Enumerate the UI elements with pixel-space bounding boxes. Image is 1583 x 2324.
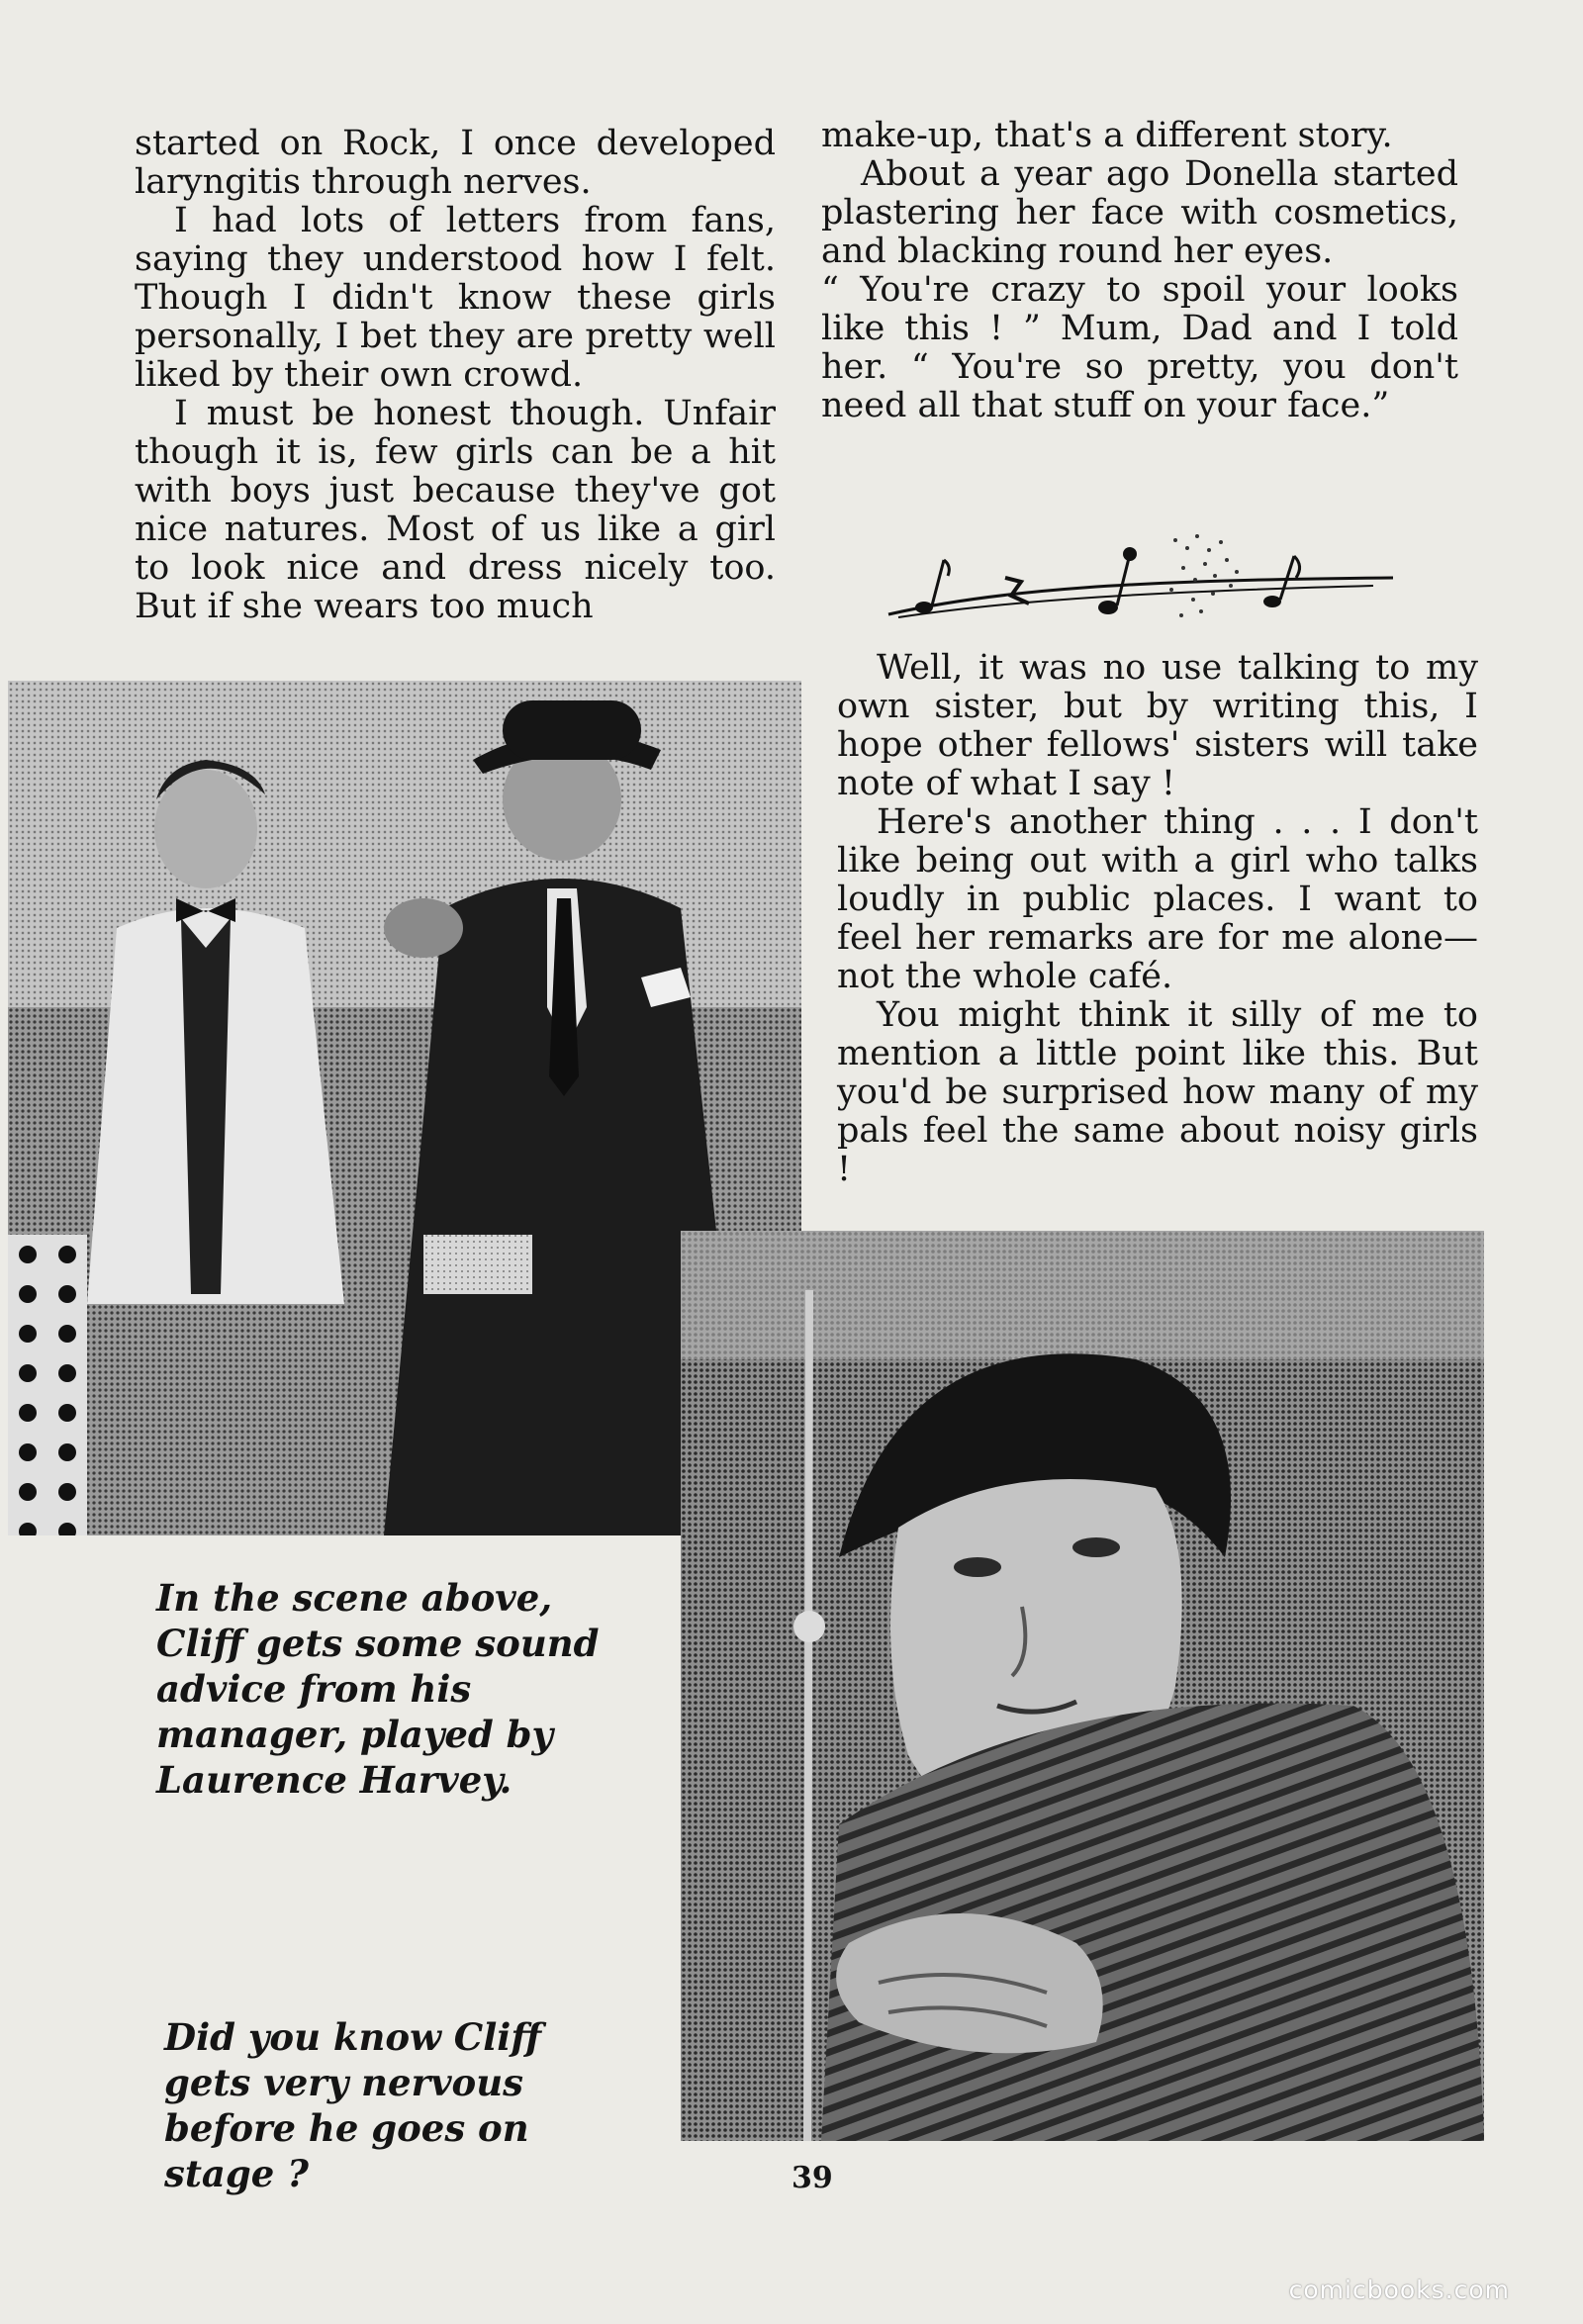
article-column-right-middle bbox=[837, 649, 1478, 1189]
watermark: comicbooks.com bbox=[1288, 2276, 1510, 2304]
paragraph: started on Rock, I once developed laryngitis through nerves. bbox=[135, 124, 776, 202]
paragraph: “ You're crazy to spoil your looks like this ! ” Mum, Dad and I told her. “ You're so pretty, you don't need all that stuff on your face.” bbox=[821, 270, 1458, 425]
paragraph: Here's another thing . . . I don't like being out with a girl who talks loudly in public places. I want to feel her remarks are for me alone—not the whole café. bbox=[837, 802, 1478, 996]
article-column-right-top bbox=[821, 117, 1458, 425]
music-notes-ornament-icon bbox=[879, 520, 1403, 629]
article-column-left bbox=[135, 125, 776, 626]
paragraph: Well, it was no use talking to my own sister, but by writing this, I hope other fellows' sisters will take note of what I say ! bbox=[837, 648, 1478, 803]
page-number: 39 bbox=[792, 2161, 833, 2195]
paragraph: I must be honest though. Unfair though it is, few girls can be a hit with boys just because they've got nice natures. Most of us like a girl to look nice and dress nicely too. But if she wears too much bbox=[135, 394, 776, 626]
paragraph: About a year ago Donella started plastering her face with cosmetics, and blacking round her eyes. bbox=[821, 154, 1458, 271]
portrait-photo bbox=[681, 1231, 1484, 2141]
scene-caption: In the scene above, Cliff gets some sound advice from his manager, played by Laurence Harvey. bbox=[156, 1576, 600, 1802]
nervous-caption: Did you know Cliff gets very nervous before he goes on stage ? bbox=[164, 2015, 541, 2195]
paragraph: I had lots of letters from fans, saying they understood how I felt. Though I didn't know these girls personally, I bet they are pretty well liked by their own crowd. bbox=[135, 201, 776, 395]
paragraph: You might think it silly of me to mention a little point like this. But you'd be surprised how many of my pals feel the same about noisy girls ! bbox=[837, 995, 1478, 1189]
paragraph: make-up, that's a different story. bbox=[821, 116, 1393, 155]
